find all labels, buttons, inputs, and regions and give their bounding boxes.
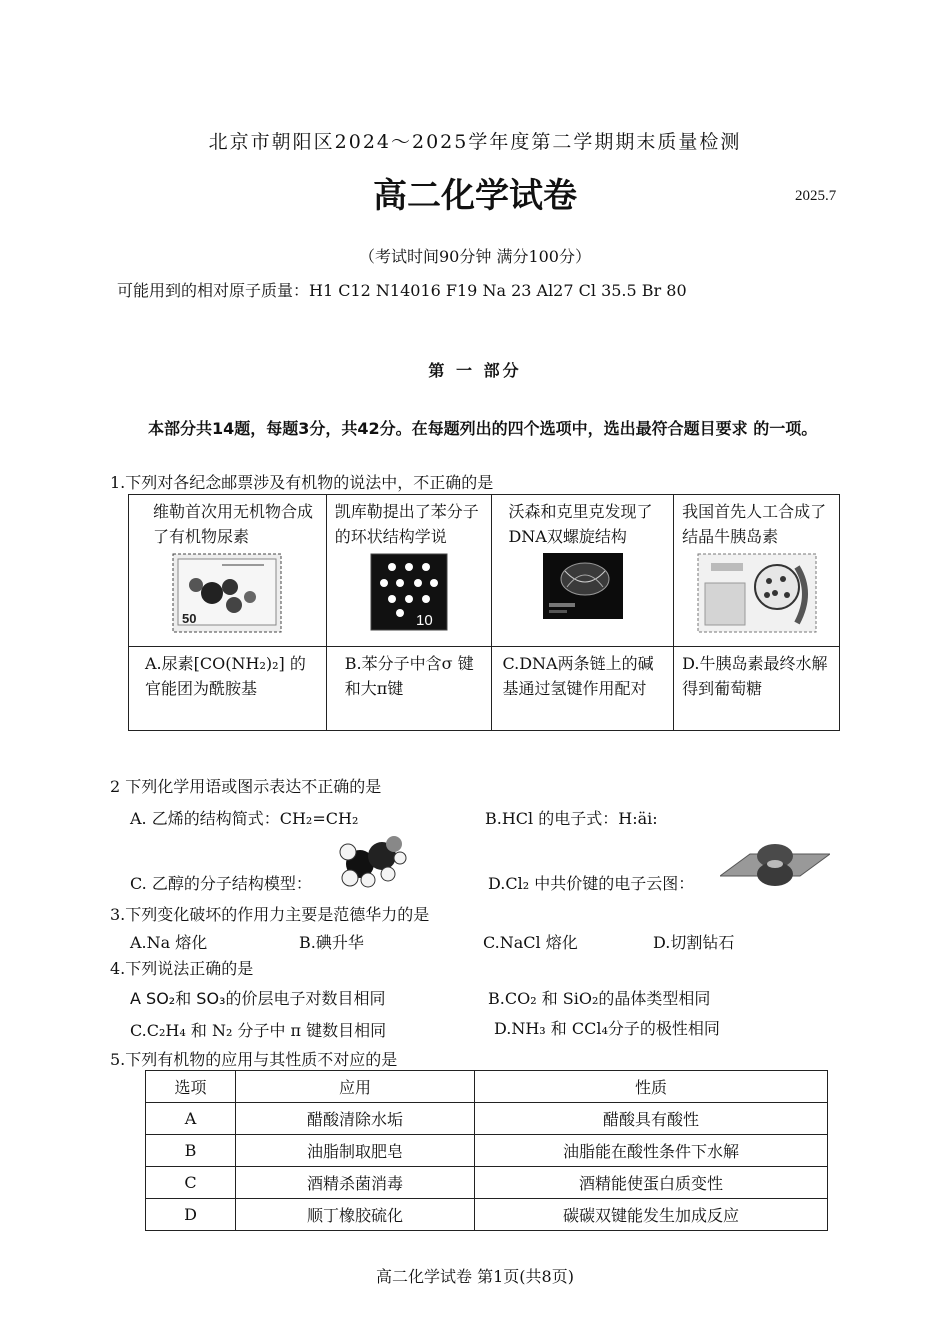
q1-caption-c: 沃森和克里克发现了DNA双螺旋结构	[508, 502, 653, 546]
q1-cell-b	[326, 495, 492, 647]
q1-cell-c	[492, 495, 674, 647]
q1-cell-a	[129, 495, 327, 647]
dna-stamp-icon	[543, 553, 623, 619]
q4-option-a: A SO₂和 SO₃的价层电子对数目相同	[130, 989, 386, 1008]
question-1-stem: 1.下列对各纪念邮票涉及有机物的说法中，不正确的是	[110, 473, 494, 492]
table-cell: C	[146, 1167, 236, 1199]
q3-option-b: B.碘升华	[299, 933, 364, 952]
table-header-row	[146, 1071, 828, 1103]
q3-option-c: C.NaCl 熔化	[483, 933, 578, 952]
electron-cloud-icon	[720, 840, 830, 890]
urea-stamp-value: 50	[182, 611, 197, 626]
q3-option-d: D.切割钻石	[653, 933, 735, 952]
table-header-cell: 性质	[475, 1071, 828, 1103]
question-2-stem: 2 下列化学用语或图示表达不正确的是	[110, 777, 382, 796]
q4-option-b: B.CO₂ 和 SiO₂的晶体类型相同	[488, 989, 711, 1008]
table-header-cell: 选项	[146, 1071, 236, 1103]
table-cell: 醋酸具有酸性	[475, 1103, 828, 1135]
urea-stamp-icon	[172, 553, 282, 633]
exam-date: 2025.7	[795, 188, 837, 204]
part-heading: 第 一 部分	[428, 361, 522, 380]
q1-option-b: B.苯分子中含σ 键和大π键	[326, 647, 492, 731]
table-header-cell: 应用	[236, 1071, 475, 1103]
q1-caption-a: 维勒首次用无机物合成了有机物尿素	[153, 502, 314, 546]
table-row	[146, 1135, 828, 1167]
table-cell: 酒精能使蛋白质变性	[475, 1167, 828, 1199]
q1-caption-b: 凯库勒提出了苯分子的环状结构学说	[334, 502, 479, 546]
table-cell: A	[146, 1103, 236, 1135]
question-4-stem: 4.下列说法正确的是	[110, 959, 254, 978]
q1-option-a: A.尿素[CO(NH₂)₂] 的官能团为酰胺基	[129, 647, 327, 731]
q2-option-a: A. 乙烯的结构简式：CH₂=CH₂	[130, 809, 359, 828]
q1-option-c: C.DNA两条链上的碱基通过氢键作用配对	[492, 647, 674, 731]
table-cell: 醋酸清除水垢	[236, 1103, 475, 1135]
ethanol-model-icon	[338, 832, 408, 888]
benzene-stamp-icon	[370, 553, 448, 631]
table-cell: 油脂能在酸性条件下水解	[475, 1135, 828, 1167]
question-5-table	[145, 1070, 828, 1231]
q1-caption-d: 我国首先人工合成了结晶牛胰岛素	[682, 502, 827, 546]
exam-time: （考试时间90分钟 满分100分）	[359, 247, 591, 266]
table-cell: 顺丁橡胶硫化	[236, 1199, 475, 1231]
question-3-stem: 3.下列变化破坏的作用力主要是范德华力的是	[110, 905, 430, 924]
table-cell: 碳碳双键能发生加成反应	[475, 1199, 828, 1231]
page-title: 高二化学试卷	[373, 176, 577, 216]
q4-option-d: D.NH₃ 和 CCl₄分子的极性相同	[494, 1019, 720, 1038]
q2-option-d: D.Cl₂ 中共价键的电子云图：	[488, 874, 695, 893]
page-footer: 高二化学试卷 第1页(共8页)	[376, 1267, 574, 1286]
table-row	[146, 1103, 828, 1135]
table-cell: D	[146, 1199, 236, 1231]
table-row	[146, 1167, 828, 1199]
table-cell: 油脂制取肥皂	[236, 1135, 475, 1167]
table-row	[146, 1199, 828, 1231]
exam-subtitle: 北京市朝阳区2024～2025学年度第二学期期末质量检测	[208, 131, 742, 153]
part-instruction: 本部分共14题，每题3分，共42分。在每题列出的四个选项中，选出最符合题目要求 的一项。	[148, 419, 818, 438]
atomic-masses: 可能用到的相对原子质量：H1 C12 N14016 F19 Na 23 Al27 Cl 35.5 Br 80	[117, 281, 687, 300]
q2-option-c: C. 乙醇的分子结构模型：	[130, 874, 312, 893]
q2-option-b: B.HCl 的电子式：H:äi:	[485, 809, 658, 828]
question-1-table	[128, 494, 840, 731]
q3-option-a: A.Na 熔化	[130, 933, 208, 952]
q1-cell-d	[674, 495, 840, 647]
table-cell: B	[146, 1135, 236, 1167]
insulin-stamp-icon	[697, 553, 817, 633]
benzene-stamp-value: 10	[416, 612, 433, 629]
question-5-stem: 5.下列有机物的应用与其性质不对应的是	[110, 1050, 398, 1069]
q1-option-d: D.牛胰岛素最终水解得到葡萄糖	[674, 647, 840, 731]
q4-option-c: C.C₂H₄ 和 N₂ 分子中 π 键数目相同	[130, 1021, 387, 1040]
table-cell: 酒精杀菌消毒	[236, 1167, 475, 1199]
